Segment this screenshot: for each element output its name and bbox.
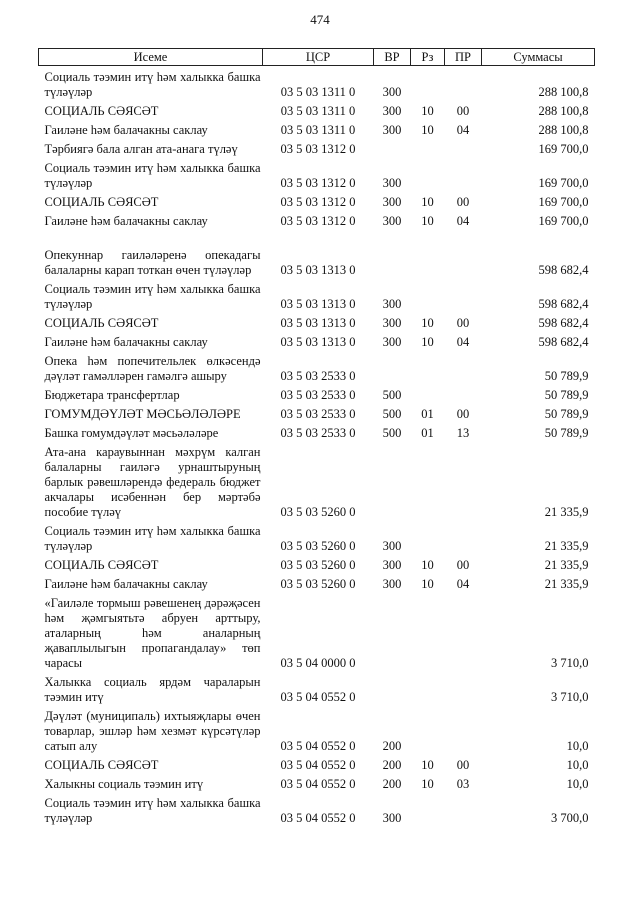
row-rz: 10 [421,123,434,137]
row-name: Социаль тәэмин итү һәм халыкка башка түләүләр [44,524,261,553]
row-pr: 00 [456,407,470,421]
row-csr: 03 5 03 1312 0 [280,214,356,228]
table-row [39,191,595,210]
row-pr [445,441,482,520]
table-row [39,100,595,119]
header-csr: ЦСР [263,49,374,66]
row-csr: 03 5 03 2533 0 [280,388,356,402]
header-sum: Суммасы [482,49,595,66]
row-sum: 10,0 [566,739,589,753]
row-csr: 03 5 03 2533 0 [280,407,356,421]
row-rz [411,592,445,671]
row-sum: 10,0 [566,777,589,791]
row-pr: 13 [456,426,470,440]
table-row [39,705,595,754]
row-vr: 300 [382,214,402,228]
header-vr: ВР [374,49,411,66]
row-csr: 03 5 03 5260 0 [280,539,356,553]
row-csr: 03 5 03 1312 0 [280,176,356,190]
table-row [39,592,595,671]
row-pr [445,66,482,101]
row-sum: 598 682,4 [538,316,589,330]
row-name: Гаиләне һәм балачакны саклау [44,577,208,591]
row-rz: 10 [421,214,434,228]
row-csr: 03 5 04 0552 0 [280,739,356,753]
row-vr: 300 [382,558,402,572]
row-name: Тәрбиягә бала алган ата-анага түләү [44,142,238,156]
row-csr: 03 5 04 0552 0 [280,811,356,825]
row-name: Халыкны социаль тәэмин итү [44,777,204,791]
row-name: Гаиләне һәм балачакны саклау [44,123,208,137]
row-vr: 300 [382,335,402,349]
row-sum: 21 335,9 [544,577,589,591]
row-pr [445,350,482,384]
row-sum: 21 335,9 [544,539,589,553]
row-vr [374,671,411,705]
header-name: Исеме [39,49,263,66]
row-rz: 10 [421,335,434,349]
row-sum: 21 335,9 [544,558,589,572]
row-sum: 50 789,9 [544,388,589,402]
row-pr: 00 [456,558,470,572]
row-pr [445,384,482,403]
row-pr: 04 [456,214,470,228]
row-csr: 03 5 03 1313 0 [280,263,356,277]
table-row [39,520,595,554]
row-sum: 3 710,0 [551,690,589,704]
row-pr: 00 [456,316,470,330]
row-vr: 300 [382,577,402,591]
row-rz: 10 [421,195,434,209]
row-vr: 300 [382,176,402,190]
row-pr [445,705,482,754]
row-rz: 10 [421,577,434,591]
row-vr [374,592,411,671]
header-pr: ПР [445,49,482,66]
row-vr: 300 [382,195,402,209]
row-pr [445,278,482,312]
table-row [39,792,595,826]
row-rz: 10 [421,777,434,791]
row-name: Халыкка социаль ярдәм чараларын тәэмин итү [44,675,261,704]
row-csr: 03 5 04 0552 0 [280,777,356,791]
row-vr [374,229,411,278]
row-rz: 10 [421,104,434,118]
row-pr [445,520,482,554]
row-name: Дәүләт (муниципаль) ихтыяҗлары өчен товарлар, эшләр һәм хезмәт күрсәтүләр сатып алу [44,709,261,753]
row-rz [411,792,445,826]
row-pr: 00 [456,758,470,772]
row-csr: 03 5 03 5260 0 [280,577,356,591]
row-csr: 03 5 03 1312 0 [280,195,356,209]
row-name: Гаиләне һәм балачакны саклау [44,214,208,228]
row-vr: 300 [382,297,402,311]
row-csr: 03 5 03 1312 0 [280,142,356,156]
row-sum: 169 700,0 [538,214,589,228]
table-row [39,671,595,705]
row-name: Бюджетара трансфертлар [44,388,180,402]
row-name: СОЦИАЛЬ СӘЯСӘТ [44,558,159,572]
row-name: Опекуннар гаиләләренә опекадагы балаларны карап тоткан өчен түләүләр [44,248,261,277]
row-pr: 04 [456,123,470,137]
row-pr: 00 [456,195,470,209]
row-sum: 169 700,0 [538,195,589,209]
table-row [39,441,595,520]
row-sum: 50 789,9 [544,407,589,421]
row-pr: 03 [456,777,470,791]
row-pr [445,792,482,826]
row-csr: 03 5 03 1311 0 [280,123,356,137]
row-vr: 200 [382,739,402,753]
row-csr: 03 5 03 2533 0 [280,426,356,440]
row-vr: 500 [382,426,402,440]
row-name: Социаль тәэмин итү һәм халыкка башка түләүләр [44,161,261,190]
table-row [39,138,595,157]
row-name: СОЦИАЛЬ СӘЯСӘТ [44,316,159,330]
row-name: Башка гомумдәүләт мәсьәләләре [44,426,219,440]
row-rz: 01 [421,407,434,421]
row-csr: 03 5 03 2533 0 [280,369,356,383]
row-rz [411,138,445,157]
table-row [39,403,595,422]
table-row [39,157,595,191]
row-rz [411,157,445,191]
row-rz [411,278,445,312]
row-sum: 288 100,8 [538,85,589,99]
row-rz [411,350,445,384]
row-pr [445,592,482,671]
row-sum: 50 789,9 [544,426,589,440]
row-name: Социаль тәэмин итү һәм халыкка башка түләүләр [44,282,261,311]
row-vr [374,138,411,157]
row-sum: 598 682,4 [538,297,589,311]
row-sum: 3 710,0 [551,656,589,670]
row-sum: 288 100,8 [538,123,589,137]
row-name: СОЦИАЛЬ СӘЯСӘТ [44,758,159,772]
row-name: Ата-ана караувыннан мәхрүм калган балаларны гаиләгә урнаштыруның барлык рәвешләрендә федераль бюджет акчалары исәбеннән бер мәртәбә пособие түләү [44,445,261,519]
row-csr: 03 5 03 1313 0 [280,316,356,330]
row-pr [445,138,482,157]
row-name: Гаиләне һәм балачакны саклау [44,335,208,349]
table-row [39,350,595,384]
row-sum: 598 682,4 [538,335,589,349]
row-vr: 300 [382,811,402,825]
row-csr: 03 5 04 0000 0 [280,656,356,670]
row-vr: 500 [382,407,402,421]
row-pr [445,229,482,278]
row-csr: 03 5 04 0552 0 [280,690,356,704]
row-rz [411,520,445,554]
row-sum: 50 789,9 [544,369,589,383]
row-rz [411,229,445,278]
row-rz [411,66,445,101]
row-sum: 169 700,0 [538,176,589,190]
table-row [39,554,595,573]
table-row [39,229,595,278]
row-rz [411,441,445,520]
row-sum: 3 700,0 [551,811,589,825]
row-rz [411,671,445,705]
row-name: Социаль тәэмин итү һәм халыкка башка түләүләр [44,796,261,825]
row-name: СОЦИАЛЬ СӘЯСӘТ [44,195,159,209]
table-row [39,573,595,592]
page-number: 474 [310,12,330,27]
row-sum: 169 700,0 [538,142,589,156]
row-rz [411,705,445,754]
row-name: СОЦИАЛЬ СӘЯСӘТ [44,104,159,118]
row-sum: 10,0 [566,758,589,772]
row-vr: 300 [382,539,402,553]
row-pr: 00 [456,104,470,118]
table-row [39,773,595,792]
row-pr [445,671,482,705]
row-vr: 300 [382,316,402,330]
row-rz: 10 [421,558,434,572]
table-row [39,278,595,312]
row-csr: 03 5 04 0552 0 [280,758,356,772]
row-vr [374,350,411,384]
row-csr: 03 5 03 1313 0 [280,335,356,349]
row-pr [445,157,482,191]
row-name: ГОМУМДӘҮЛӘТ МӘСЬӘЛӘЛӘРЕ [44,407,241,421]
table-row [39,754,595,773]
row-vr [374,441,411,520]
table-row [39,422,595,441]
row-rz: 10 [421,316,434,330]
row-vr: 300 [382,85,402,99]
row-csr: 03 5 03 5260 0 [280,558,356,572]
row-vr: 300 [382,104,402,118]
row-sum: 21 335,9 [544,505,589,519]
row-vr: 200 [382,777,402,791]
row-rz: 01 [421,426,434,440]
table-body [39,66,595,827]
budget-table [38,48,595,826]
table-row [39,384,595,403]
header-row [39,49,595,66]
header-rz: Рз [411,49,445,66]
row-vr: 300 [382,123,402,137]
row-name: Опека һәм попечительлек өлкәсендә дәүләт гамәлләрен гамәлгә ашыру [44,354,261,383]
row-rz: 10 [421,758,434,772]
row-csr: 03 5 03 1313 0 [280,297,356,311]
row-sum: 598 682,4 [538,263,589,277]
row-vr: 500 [382,388,402,402]
table-row [39,312,595,331]
row-csr: 03 5 03 1311 0 [280,85,356,99]
row-name: «Гаиләле тормыш рәвешенең дәрәҗәсен һәм җәмгыятьтә абруен арттыру, аталарның һәм аналарның җаваплылыгын пропагандалау» төп чарасы [44,596,261,670]
row-vr: 200 [382,758,402,772]
row-pr: 04 [456,577,470,591]
table-row [39,66,595,101]
row-csr: 03 5 03 5260 0 [280,505,356,519]
row-csr: 03 5 03 1311 0 [280,104,356,118]
row-pr: 04 [456,335,470,349]
row-sum: 288 100,8 [538,104,589,118]
table-row [39,210,595,229]
table-row [39,119,595,138]
table-row [39,331,595,350]
row-rz [411,384,445,403]
row-name: Социаль тәэмин итү һәм халыкка башка түләүләр [44,70,261,99]
